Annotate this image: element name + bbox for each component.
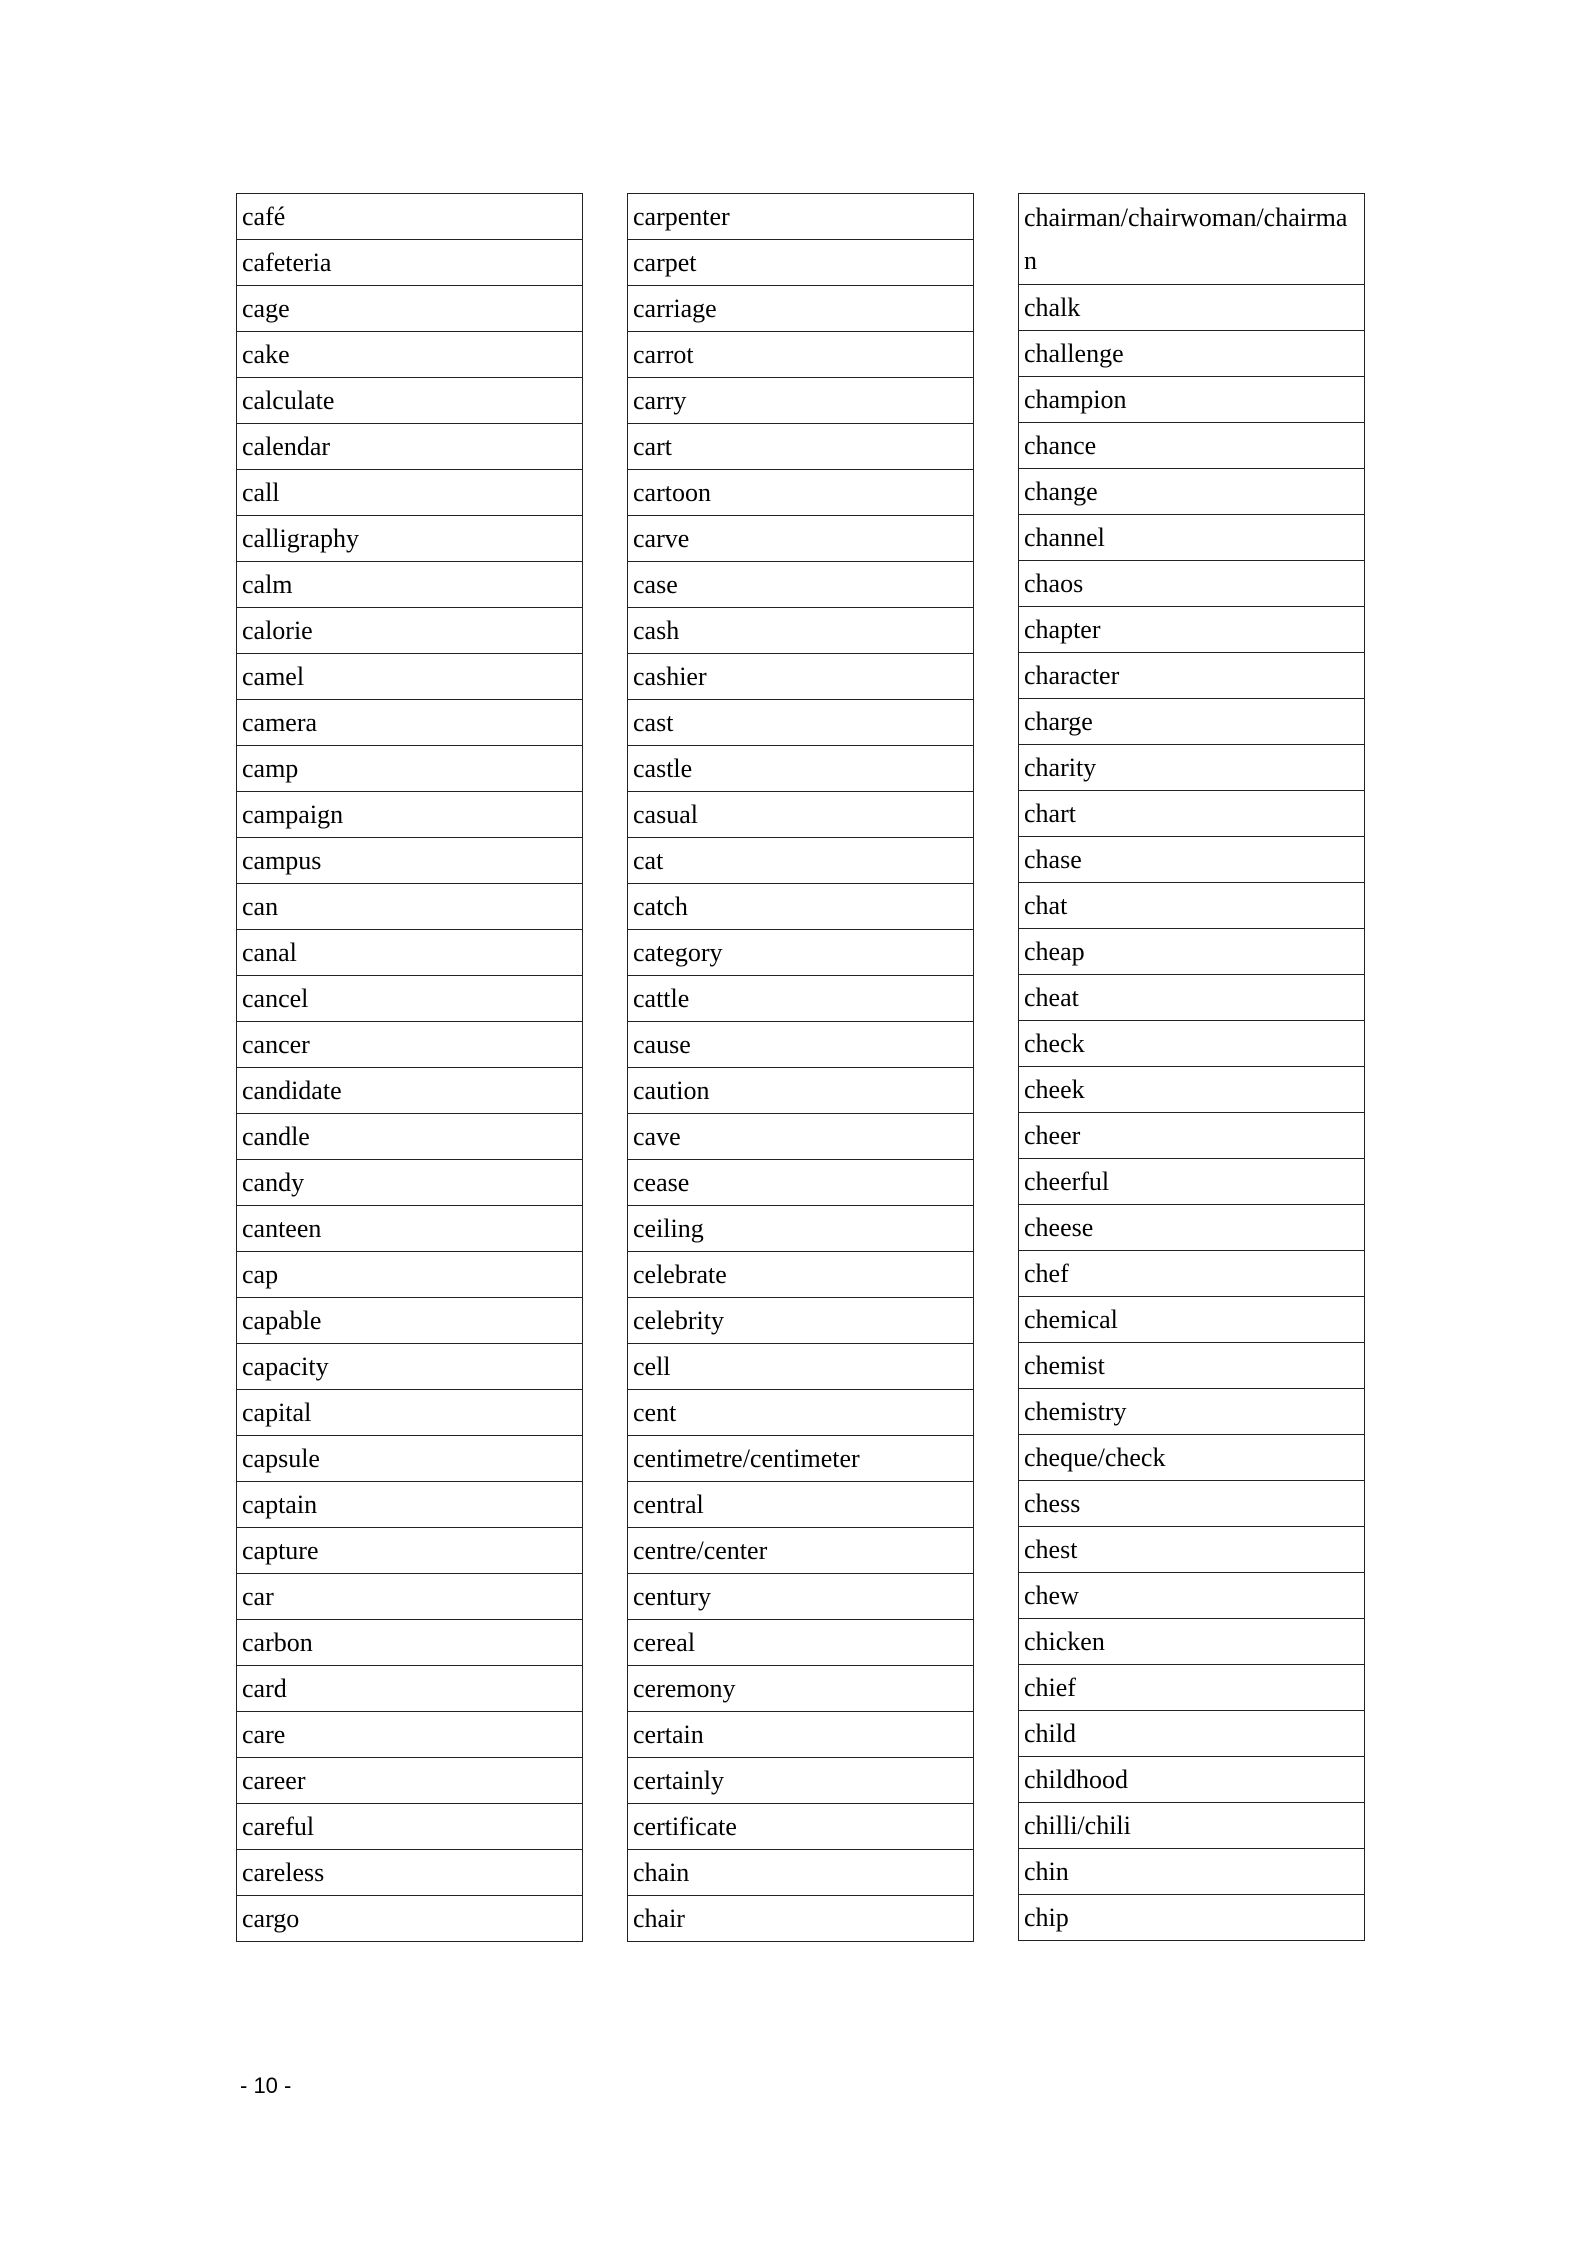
- word-cell: chair: [628, 1896, 974, 1942]
- table-row: [628, 792, 974, 838]
- table-row: [237, 1252, 583, 1298]
- word-cell: chess: [1019, 1481, 1365, 1527]
- word-cell: chaos: [1019, 561, 1365, 607]
- word-cell: challenge: [1019, 331, 1365, 377]
- word-cell: careless: [237, 1850, 583, 1896]
- word-cell: chairman/chairwoman/chairman: [1019, 194, 1365, 285]
- word-cell: child: [1019, 1711, 1365, 1757]
- word-cell: chef: [1019, 1251, 1365, 1297]
- table-row: [628, 1804, 974, 1850]
- table-row: [1019, 469, 1365, 515]
- word-cell: carve: [628, 516, 974, 562]
- table-row: [237, 1114, 583, 1160]
- table-row: [1019, 1205, 1365, 1251]
- word-cell: cancel: [237, 976, 583, 1022]
- table-row: [237, 240, 583, 286]
- table-row: [1019, 1435, 1365, 1481]
- table-row: [1019, 377, 1365, 423]
- table-row: [1019, 1619, 1365, 1665]
- word-cell: casual: [628, 792, 974, 838]
- word-cell: cancer: [237, 1022, 583, 1068]
- word-cell: camel: [237, 654, 583, 700]
- word-cell: cereal: [628, 1620, 974, 1666]
- table-row: [628, 1114, 974, 1160]
- table-row: [628, 332, 974, 378]
- table-row: [237, 746, 583, 792]
- word-cell: cargo: [237, 1896, 583, 1942]
- word-cell: candy: [237, 1160, 583, 1206]
- table-row: [237, 1022, 583, 1068]
- table-row: [237, 1712, 583, 1758]
- table-row: [628, 378, 974, 424]
- word-cell: cell: [628, 1344, 974, 1390]
- table-row: [628, 194, 974, 240]
- table-row: [628, 1160, 974, 1206]
- table-row: [237, 1482, 583, 1528]
- word-list-column-1: [237, 194, 583, 1942]
- table-row: [237, 1850, 583, 1896]
- table-row: [628, 654, 974, 700]
- table-row: [1019, 1803, 1365, 1849]
- word-list-column-2: [628, 194, 974, 1942]
- word-cell: capture: [237, 1528, 583, 1574]
- word-cell: channel: [1019, 515, 1365, 561]
- word-cell: character: [1019, 653, 1365, 699]
- table-row: [628, 240, 974, 286]
- table-row: [628, 562, 974, 608]
- word-cell: childhood: [1019, 1757, 1365, 1803]
- word-list-column-3: [1019, 194, 1365, 1941]
- table-row: [237, 1758, 583, 1804]
- table-row: [237, 838, 583, 884]
- table-row: [1019, 423, 1365, 469]
- word-cell: castle: [628, 746, 974, 792]
- word-cell: chain: [628, 1850, 974, 1896]
- word-cell: cheerful: [1019, 1159, 1365, 1205]
- table-row: [1019, 653, 1365, 699]
- table-row: [1019, 745, 1365, 791]
- word-cell: chilli/chili: [1019, 1803, 1365, 1849]
- word-cell: celebrate: [628, 1252, 974, 1298]
- table-row: [1019, 285, 1365, 331]
- word-cell: call: [237, 470, 583, 516]
- table-row: [237, 1298, 583, 1344]
- table-row: [1019, 1251, 1365, 1297]
- word-cell: cheque/check: [1019, 1435, 1365, 1481]
- table-row: [237, 1574, 583, 1620]
- word-cell: cage: [237, 286, 583, 332]
- word-cell: carrot: [628, 332, 974, 378]
- table-row: [1019, 1895, 1365, 1941]
- word-cell: calm: [237, 562, 583, 608]
- table-row: [628, 1574, 974, 1620]
- table-row: [628, 516, 974, 562]
- table-row: [628, 1252, 974, 1298]
- word-cell: chief: [1019, 1665, 1365, 1711]
- table-row: [628, 1344, 974, 1390]
- table-row: [237, 700, 583, 746]
- table-row: [1019, 561, 1365, 607]
- word-cell: camp: [237, 746, 583, 792]
- word-cell: ceremony: [628, 1666, 974, 1712]
- word-cell: candidate: [237, 1068, 583, 1114]
- table-row: [1019, 1481, 1365, 1527]
- word-cell: canteen: [237, 1206, 583, 1252]
- word-cell: chance: [1019, 423, 1365, 469]
- word-cell: campaign: [237, 792, 583, 838]
- word-cell: charge: [1019, 699, 1365, 745]
- table-row: [1019, 331, 1365, 377]
- table-row: [1019, 1711, 1365, 1757]
- word-cell: calorie: [237, 608, 583, 654]
- table-row: [237, 1528, 583, 1574]
- word-cell: calendar: [237, 424, 583, 470]
- page-number: - 10 -: [240, 2073, 292, 2098]
- table-row: [1019, 837, 1365, 883]
- word-cell: cheer: [1019, 1113, 1365, 1159]
- table-row: [628, 1620, 974, 1666]
- word-cell: chase: [1019, 837, 1365, 883]
- table-row: [628, 976, 974, 1022]
- table-row: [628, 1666, 974, 1712]
- table-row: [628, 1298, 974, 1344]
- word-cell: cheese: [1019, 1205, 1365, 1251]
- word-cell: chapter: [1019, 607, 1365, 653]
- word-cell: capsule: [237, 1436, 583, 1482]
- table-row: [237, 516, 583, 562]
- word-cell: carbon: [237, 1620, 583, 1666]
- word-cell: cheat: [1019, 975, 1365, 1021]
- table-row: [628, 1482, 974, 1528]
- word-cell: chemical: [1019, 1297, 1365, 1343]
- word-cell: cat: [628, 838, 974, 884]
- word-cell: calligraphy: [237, 516, 583, 562]
- table-row: [628, 1758, 974, 1804]
- table-row: [628, 1712, 974, 1758]
- table-row: [1019, 1159, 1365, 1205]
- word-cell: cash: [628, 608, 974, 654]
- word-cell: champion: [1019, 377, 1365, 423]
- table-row: [628, 1068, 974, 1114]
- table-row: [628, 700, 974, 746]
- table-row: [1019, 1849, 1365, 1895]
- table-row: [628, 746, 974, 792]
- table-row: [237, 1804, 583, 1850]
- table-row: [1019, 1067, 1365, 1113]
- table-row: [237, 608, 583, 654]
- word-cell: chemistry: [1019, 1389, 1365, 1435]
- word-cell: can: [237, 884, 583, 930]
- table-row: [237, 884, 583, 930]
- word-cell: carry: [628, 378, 974, 424]
- word-cell: central: [628, 1482, 974, 1528]
- table-row: [628, 1850, 974, 1896]
- word-cell: cheap: [1019, 929, 1365, 975]
- table-row: [237, 654, 583, 700]
- word-cell: chew: [1019, 1573, 1365, 1619]
- table-row: [237, 976, 583, 1022]
- table-row: [1019, 1527, 1365, 1573]
- table-row: [237, 332, 583, 378]
- table-row: [1019, 1389, 1365, 1435]
- table-row: [237, 792, 583, 838]
- word-cell: chalk: [1019, 285, 1365, 331]
- word-cell: campus: [237, 838, 583, 884]
- word-cell: cartoon: [628, 470, 974, 516]
- word-cell: cheek: [1019, 1067, 1365, 1113]
- table-row: [237, 1344, 583, 1390]
- word-cell: centimetre/centimeter: [628, 1436, 974, 1482]
- word-cell: certain: [628, 1712, 974, 1758]
- word-cell: captain: [237, 1482, 583, 1528]
- table-row: [237, 470, 583, 516]
- word-cell: cause: [628, 1022, 974, 1068]
- table-row: [628, 1390, 974, 1436]
- table-row: [628, 838, 974, 884]
- table-row: [1019, 1573, 1365, 1619]
- word-cell: carpet: [628, 240, 974, 286]
- table-row: [1019, 1021, 1365, 1067]
- table-row: [628, 286, 974, 332]
- table-row: [1019, 1757, 1365, 1803]
- word-cell: ceiling: [628, 1206, 974, 1252]
- table-row: [628, 424, 974, 470]
- table-row: [628, 470, 974, 516]
- word-cell: camera: [237, 700, 583, 746]
- table-row: [628, 608, 974, 654]
- word-cell: carpenter: [628, 194, 974, 240]
- word-cell: capital: [237, 1390, 583, 1436]
- word-cell: care: [237, 1712, 583, 1758]
- word-cell: chicken: [1019, 1619, 1365, 1665]
- word-cell: cave: [628, 1114, 974, 1160]
- word-table-column-1: [236, 193, 583, 1942]
- table-row: [628, 1206, 974, 1252]
- word-cell: café: [237, 194, 583, 240]
- table-row: [237, 1206, 583, 1252]
- word-cell: celebrity: [628, 1298, 974, 1344]
- word-cell: category: [628, 930, 974, 976]
- table-row: [237, 930, 583, 976]
- word-cell: capacity: [237, 1344, 583, 1390]
- table-row: [237, 1666, 583, 1712]
- word-cell: catch: [628, 884, 974, 930]
- table-row: [628, 1436, 974, 1482]
- table-row: [237, 378, 583, 424]
- word-cell: calculate: [237, 378, 583, 424]
- word-table-column-2: [627, 193, 974, 1942]
- word-cell: carriage: [628, 286, 974, 332]
- word-cell: chip: [1019, 1895, 1365, 1941]
- word-cell: chin: [1019, 1849, 1365, 1895]
- table-row: [1019, 1113, 1365, 1159]
- table-row: [628, 1022, 974, 1068]
- table-row: [628, 1896, 974, 1942]
- word-cell: cent: [628, 1390, 974, 1436]
- table-row: [628, 884, 974, 930]
- table-row: [1019, 1297, 1365, 1343]
- table-row: [1019, 607, 1365, 653]
- table-row: [628, 1528, 974, 1574]
- word-cell: capable: [237, 1298, 583, 1344]
- word-cell: centre/center: [628, 1528, 974, 1574]
- word-cell: chest: [1019, 1527, 1365, 1573]
- table-row: [237, 286, 583, 332]
- word-cell: cattle: [628, 976, 974, 1022]
- table-row: [1019, 975, 1365, 1021]
- table-row: [237, 194, 583, 240]
- word-cell: chat: [1019, 883, 1365, 929]
- word-cell: careful: [237, 1804, 583, 1850]
- word-cell: cast: [628, 700, 974, 746]
- word-cell: cart: [628, 424, 974, 470]
- table-row: [237, 1620, 583, 1666]
- table-row: [1019, 929, 1365, 975]
- word-cell: candle: [237, 1114, 583, 1160]
- table-row: [628, 930, 974, 976]
- word-cell: chart: [1019, 791, 1365, 837]
- table-row: [237, 1390, 583, 1436]
- table-row: [1019, 1665, 1365, 1711]
- word-table-column-3: [1018, 193, 1365, 1941]
- table-row: [1019, 883, 1365, 929]
- word-cell: check: [1019, 1021, 1365, 1067]
- word-cell: cease: [628, 1160, 974, 1206]
- table-row: [1019, 515, 1365, 561]
- word-cell: charity: [1019, 745, 1365, 791]
- table-row: [1019, 791, 1365, 837]
- table-row: [237, 1436, 583, 1482]
- word-cell: cafeteria: [237, 240, 583, 286]
- word-cell: career: [237, 1758, 583, 1804]
- word-cell: cashier: [628, 654, 974, 700]
- word-cell: certificate: [628, 1804, 974, 1850]
- word-cell: certainly: [628, 1758, 974, 1804]
- word-cell: cake: [237, 332, 583, 378]
- table-row: [237, 1896, 583, 1942]
- word-cell: change: [1019, 469, 1365, 515]
- word-cell: card: [237, 1666, 583, 1712]
- table-row: [237, 562, 583, 608]
- word-cell: cap: [237, 1252, 583, 1298]
- table-row: [1019, 194, 1365, 285]
- word-cell: case: [628, 562, 974, 608]
- word-cell: canal: [237, 930, 583, 976]
- table-row: [1019, 1343, 1365, 1389]
- table-row: [1019, 699, 1365, 745]
- table-row: [237, 1160, 583, 1206]
- word-cell: chemist: [1019, 1343, 1365, 1389]
- table-row: [237, 1068, 583, 1114]
- table-row: [237, 424, 583, 470]
- word-cell: caution: [628, 1068, 974, 1114]
- word-cell: car: [237, 1574, 583, 1620]
- word-cell: century: [628, 1574, 974, 1620]
